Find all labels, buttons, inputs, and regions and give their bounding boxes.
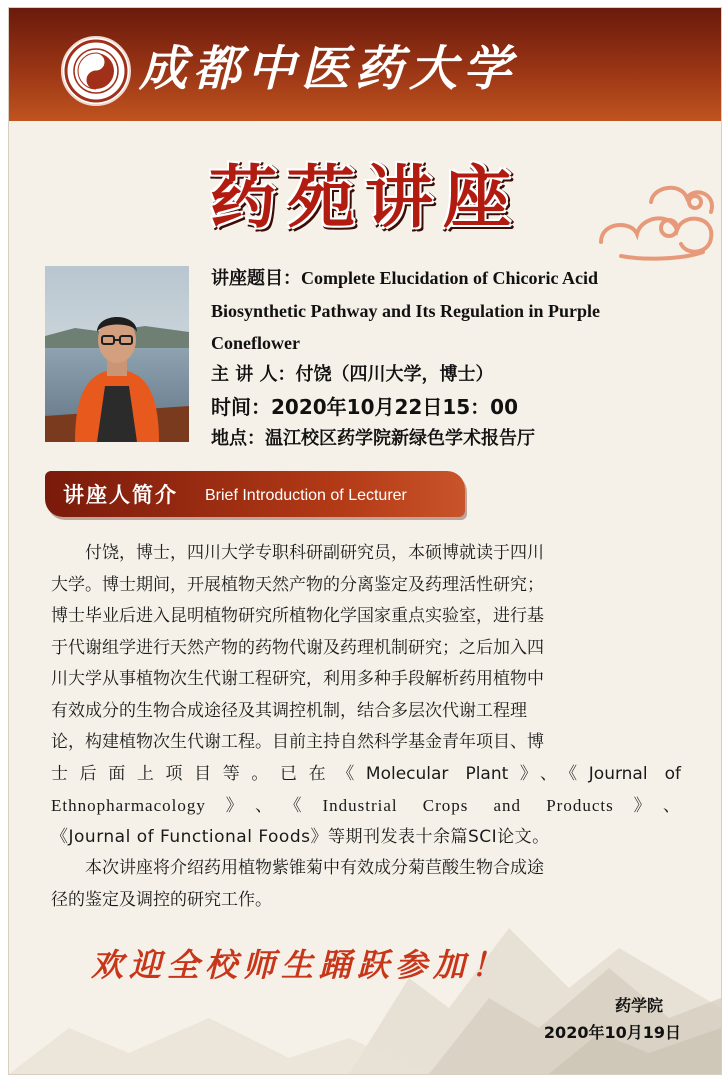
topic-line-1 xyxy=(211,262,711,295)
place-label: 地点： xyxy=(211,428,265,449)
place-line xyxy=(211,423,711,455)
bio-line: 本次讲座将介绍药用植物紫锥菊中有效成分菊苣酸生物合成途 xyxy=(85,858,544,878)
section-title-zh: 讲座人简介 xyxy=(63,483,178,507)
welcome-slogan: 欢迎全校师生踊跃参加！ xyxy=(91,946,510,984)
lecturer-photo xyxy=(45,266,189,442)
header-banner xyxy=(9,8,721,121)
bio-line: 《Journal of Functional Foods》等期刊发表十余篇SCI论文。 xyxy=(51,826,550,847)
time-label: 时间： xyxy=(211,395,271,419)
speaker-label: 主 讲 人： xyxy=(211,364,296,385)
poster-title: 药苑讲座 xyxy=(208,159,521,238)
lecturer-bio xyxy=(51,538,681,916)
bio-line: Ethnopharmacology》、《Industrial Crops and Products》、 xyxy=(51,796,681,815)
school-name: 成都中医药大学 xyxy=(139,41,518,97)
section-header xyxy=(45,471,465,517)
publish-date: 2020年10月19日 xyxy=(543,1023,681,1042)
bio-line: 付饶，博士，四川大学专职科研副研究员，本硕博就读于四川 xyxy=(85,543,544,563)
poster xyxy=(8,7,722,1075)
speaker-name: 付饶（四川大学，博士） xyxy=(295,364,494,385)
bio-line: 论，构建植物次生代谢工程。目前主持自然科学基金青年项目、博 xyxy=(51,732,544,752)
lecture-info xyxy=(211,262,711,455)
bio-line: 士后面上项目等。已在《Molecular Plant》、《Journal of xyxy=(51,763,681,784)
organizer: 药学院 xyxy=(614,996,663,1015)
topic-text-2: Biosynthetic Pathway and Its Regulation in Purple xyxy=(211,301,601,321)
topic-text-3: Coneflower xyxy=(211,333,300,353)
topic-text-1: Complete Elucidation of Chicoric Acid xyxy=(301,268,598,288)
bio-line: 大学。博士期间，开展植物天然产物的分离鉴定及药理活性研究； xyxy=(51,574,544,595)
place-value: 温江校区药学院新绿色学术报告厅 xyxy=(265,428,535,449)
time-value: 2020年10月22日15：00 xyxy=(271,395,518,419)
section-title-en: Brief Introduction of Lecturer xyxy=(205,487,407,504)
bio-line: 有效成分的生物合成途径及其调控机制，结合多层次代谢工程理 xyxy=(51,700,527,721)
topic-label: 讲座题目： xyxy=(211,268,301,289)
university-logo xyxy=(61,36,131,106)
time-line xyxy=(211,391,711,423)
speaker-line xyxy=(211,359,711,391)
bio-line: 川大学从事植物次生代谢工程研究，利用多种手段解析药用植物中 xyxy=(51,669,544,689)
university-seal-icon xyxy=(63,38,129,104)
bio-line: 博士毕业后进入昆明植物研究所植物化学国家重点实验室，进行基 xyxy=(51,606,544,626)
bio-line: 于代谢组学进行天然产物的药物代谢及药理机制研究；之后加入四 xyxy=(51,637,544,658)
bio-line: 径的鉴定及调控的研究工作。 xyxy=(51,889,272,910)
